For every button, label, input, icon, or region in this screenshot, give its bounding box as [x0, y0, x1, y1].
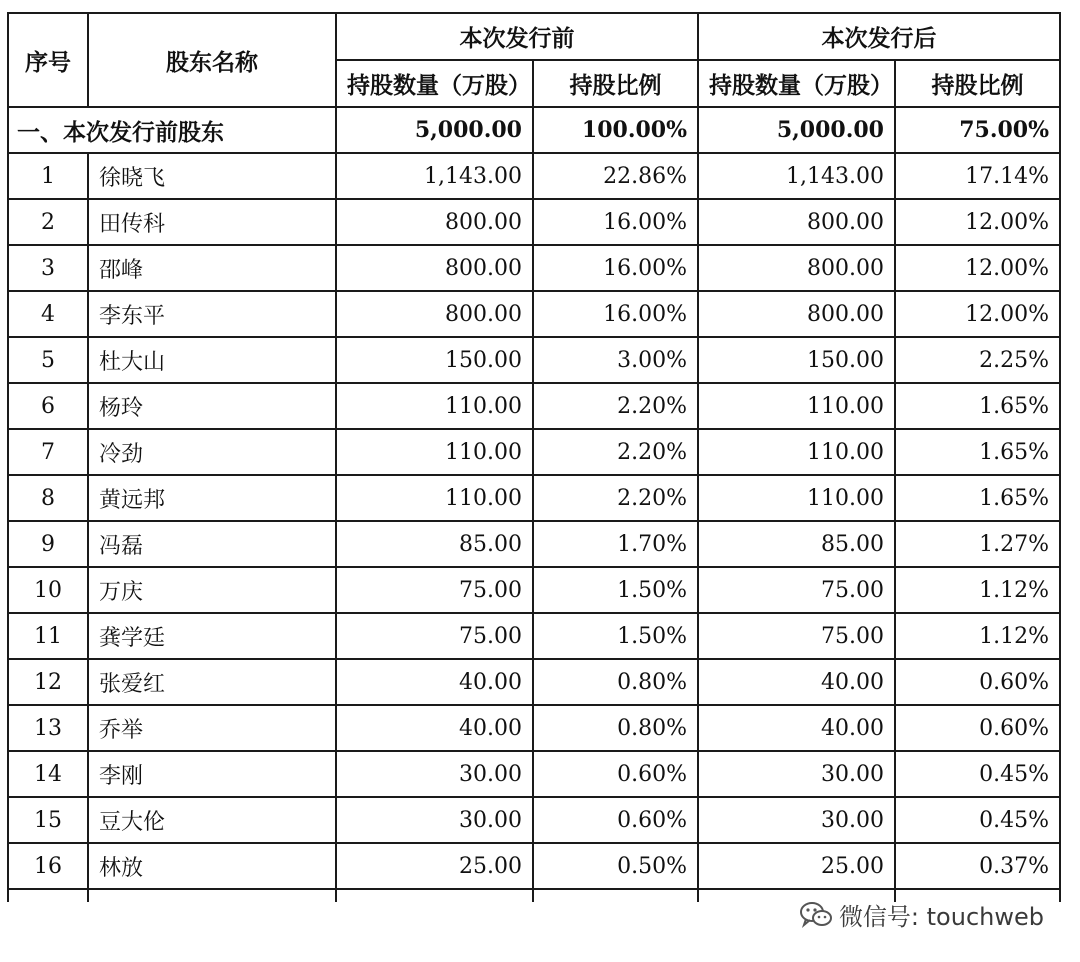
cutoff-cell	[336, 889, 533, 902]
cutoff-cell	[533, 889, 698, 902]
header-after-ratio: 持股比例	[895, 60, 1060, 107]
table-row	[8, 475, 1060, 521]
table-row	[8, 659, 1060, 705]
before-ratio: 0.60%	[533, 797, 698, 843]
header-after: 本次发行后	[698, 13, 1060, 60]
row-number: 13	[8, 705, 88, 751]
after-ratio: 0.45%	[895, 797, 1060, 843]
group-row	[8, 107, 1060, 153]
after-shares: 75.00	[698, 613, 895, 659]
shareholder-name: 徐晓飞	[88, 153, 336, 199]
table-row	[8, 705, 1060, 751]
before-shares: 110.00	[336, 475, 533, 521]
shareholder-name: 李刚	[88, 751, 336, 797]
table-row	[8, 199, 1060, 245]
row-number: 15	[8, 797, 88, 843]
shareholder-name: 冯磊	[88, 521, 336, 567]
row-number: 8	[8, 475, 88, 521]
before-shares: 75.00	[336, 567, 533, 613]
shareholder-name: 万庆	[88, 567, 336, 613]
header-seq: 序号	[8, 13, 88, 107]
after-ratio: 1.65%	[895, 429, 1060, 475]
after-shares: 40.00	[698, 659, 895, 705]
after-shares: 1,143.00	[698, 153, 895, 199]
before-shares: 25.00	[336, 843, 533, 889]
after-shares: 110.00	[698, 475, 895, 521]
before-ratio: 2.20%	[533, 429, 698, 475]
shareholder-name: 田传科	[88, 199, 336, 245]
group-label: 一、本次发行前股东	[8, 107, 336, 153]
header-before-shares: 持股数量（万股）	[336, 60, 533, 107]
table-row	[8, 751, 1060, 797]
row-number: 14	[8, 751, 88, 797]
after-shares: 85.00	[698, 521, 895, 567]
after-ratio: 12.00%	[895, 291, 1060, 337]
after-ratio: 0.37%	[895, 843, 1060, 889]
before-shares: 110.00	[336, 429, 533, 475]
after-shares: 800.00	[698, 291, 895, 337]
row-number: 3	[8, 245, 88, 291]
watermark-text: 微信号: touchweb	[838, 903, 1044, 931]
before-ratio: 16.00%	[533, 245, 698, 291]
table-row	[8, 797, 1060, 843]
shareholder-name: 杜大山	[88, 337, 336, 383]
after-ratio: 1.65%	[895, 383, 1060, 429]
table-row	[8, 153, 1060, 199]
group-after-shares: 5,000.00	[698, 107, 895, 153]
after-shares: 110.00	[698, 429, 895, 475]
before-shares: 40.00	[336, 705, 533, 751]
table-row	[8, 383, 1060, 429]
table-row	[8, 521, 1060, 567]
table-row	[8, 843, 1060, 889]
before-shares: 30.00	[336, 751, 533, 797]
before-shares: 85.00	[336, 521, 533, 567]
row-number: 1	[8, 153, 88, 199]
row-number: 16	[8, 843, 88, 889]
group-before-shares: 5,000.00	[336, 107, 533, 153]
shareholder-name: 杨玲	[88, 383, 336, 429]
after-ratio: 1.27%	[895, 521, 1060, 567]
after-ratio: 0.60%	[895, 705, 1060, 751]
before-ratio: 1.70%	[533, 521, 698, 567]
row-number: 2	[8, 199, 88, 245]
before-ratio: 0.60%	[533, 751, 698, 797]
table-row	[8, 245, 1060, 291]
before-shares: 150.00	[336, 337, 533, 383]
row-number: 10	[8, 567, 88, 613]
after-shares: 75.00	[698, 567, 895, 613]
row-number: 12	[8, 659, 88, 705]
header-name: 股东名称	[88, 13, 336, 107]
before-ratio: 16.00%	[533, 291, 698, 337]
table-row	[8, 337, 1060, 383]
before-shares: 800.00	[336, 291, 533, 337]
before-ratio: 1.50%	[533, 567, 698, 613]
shareholder-name: 林放	[88, 843, 336, 889]
before-shares: 30.00	[336, 797, 533, 843]
before-ratio: 2.20%	[533, 383, 698, 429]
shareholder-name: 邵峰	[88, 245, 336, 291]
row-number: 6	[8, 383, 88, 429]
after-shares: 40.00	[698, 705, 895, 751]
before-ratio: 1.50%	[533, 613, 698, 659]
before-shares: 40.00	[336, 659, 533, 705]
row-number: 5	[8, 337, 88, 383]
header-before-ratio: 持股比例	[533, 60, 698, 107]
shareholder-table	[7, 12, 1061, 902]
after-ratio: 1.12%	[895, 567, 1060, 613]
before-ratio: 2.20%	[533, 475, 698, 521]
before-ratio: 0.80%	[533, 659, 698, 705]
shareholder-name: 张爱红	[88, 659, 336, 705]
after-ratio: 17.14%	[895, 153, 1060, 199]
shareholder-name: 黄远邦	[88, 475, 336, 521]
after-ratio: 12.00%	[895, 199, 1060, 245]
after-ratio: 2.25%	[895, 337, 1060, 383]
header-before: 本次发行前	[336, 13, 698, 60]
shareholder-name: 龚学廷	[88, 613, 336, 659]
after-shares: 30.00	[698, 797, 895, 843]
header-after-shares: 持股数量（万股）	[698, 60, 895, 107]
row-number: 11	[8, 613, 88, 659]
after-shares: 30.00	[698, 751, 895, 797]
before-ratio: 0.80%	[533, 705, 698, 751]
after-ratio: 1.12%	[895, 613, 1060, 659]
wechat-icon	[799, 900, 833, 930]
header-row-top	[8, 13, 1060, 60]
table-row	[8, 429, 1060, 475]
after-shares: 150.00	[698, 337, 895, 383]
after-ratio: 1.65%	[895, 475, 1060, 521]
before-ratio: 0.50%	[533, 843, 698, 889]
before-shares: 75.00	[336, 613, 533, 659]
cutoff-cell	[8, 889, 88, 902]
after-ratio: 0.45%	[895, 751, 1060, 797]
before-ratio: 3.00%	[533, 337, 698, 383]
table-row	[8, 291, 1060, 337]
before-shares: 110.00	[336, 383, 533, 429]
row-number: 4	[8, 291, 88, 337]
after-shares: 800.00	[698, 245, 895, 291]
watermark	[799, 897, 1044, 932]
group-after-ratio: 75.00%	[895, 107, 1060, 153]
after-shares: 110.00	[698, 383, 895, 429]
before-shares: 800.00	[336, 245, 533, 291]
shareholder-name: 豆大伦	[88, 797, 336, 843]
row-number: 7	[8, 429, 88, 475]
row-number: 9	[8, 521, 88, 567]
after-ratio: 0.60%	[895, 659, 1060, 705]
after-shares: 25.00	[698, 843, 895, 889]
group-before-ratio: 100.00%	[533, 107, 698, 153]
cutoff-cell	[88, 889, 336, 902]
table-row	[8, 613, 1060, 659]
after-shares: 800.00	[698, 199, 895, 245]
after-ratio: 12.00%	[895, 245, 1060, 291]
table-row	[8, 567, 1060, 613]
before-shares: 1,143.00	[336, 153, 533, 199]
shareholder-name: 冷劲	[88, 429, 336, 475]
shareholder-name: 李东平	[88, 291, 336, 337]
before-ratio: 22.86%	[533, 153, 698, 199]
shareholder-name: 乔举	[88, 705, 336, 751]
before-shares: 800.00	[336, 199, 533, 245]
before-ratio: 16.00%	[533, 199, 698, 245]
